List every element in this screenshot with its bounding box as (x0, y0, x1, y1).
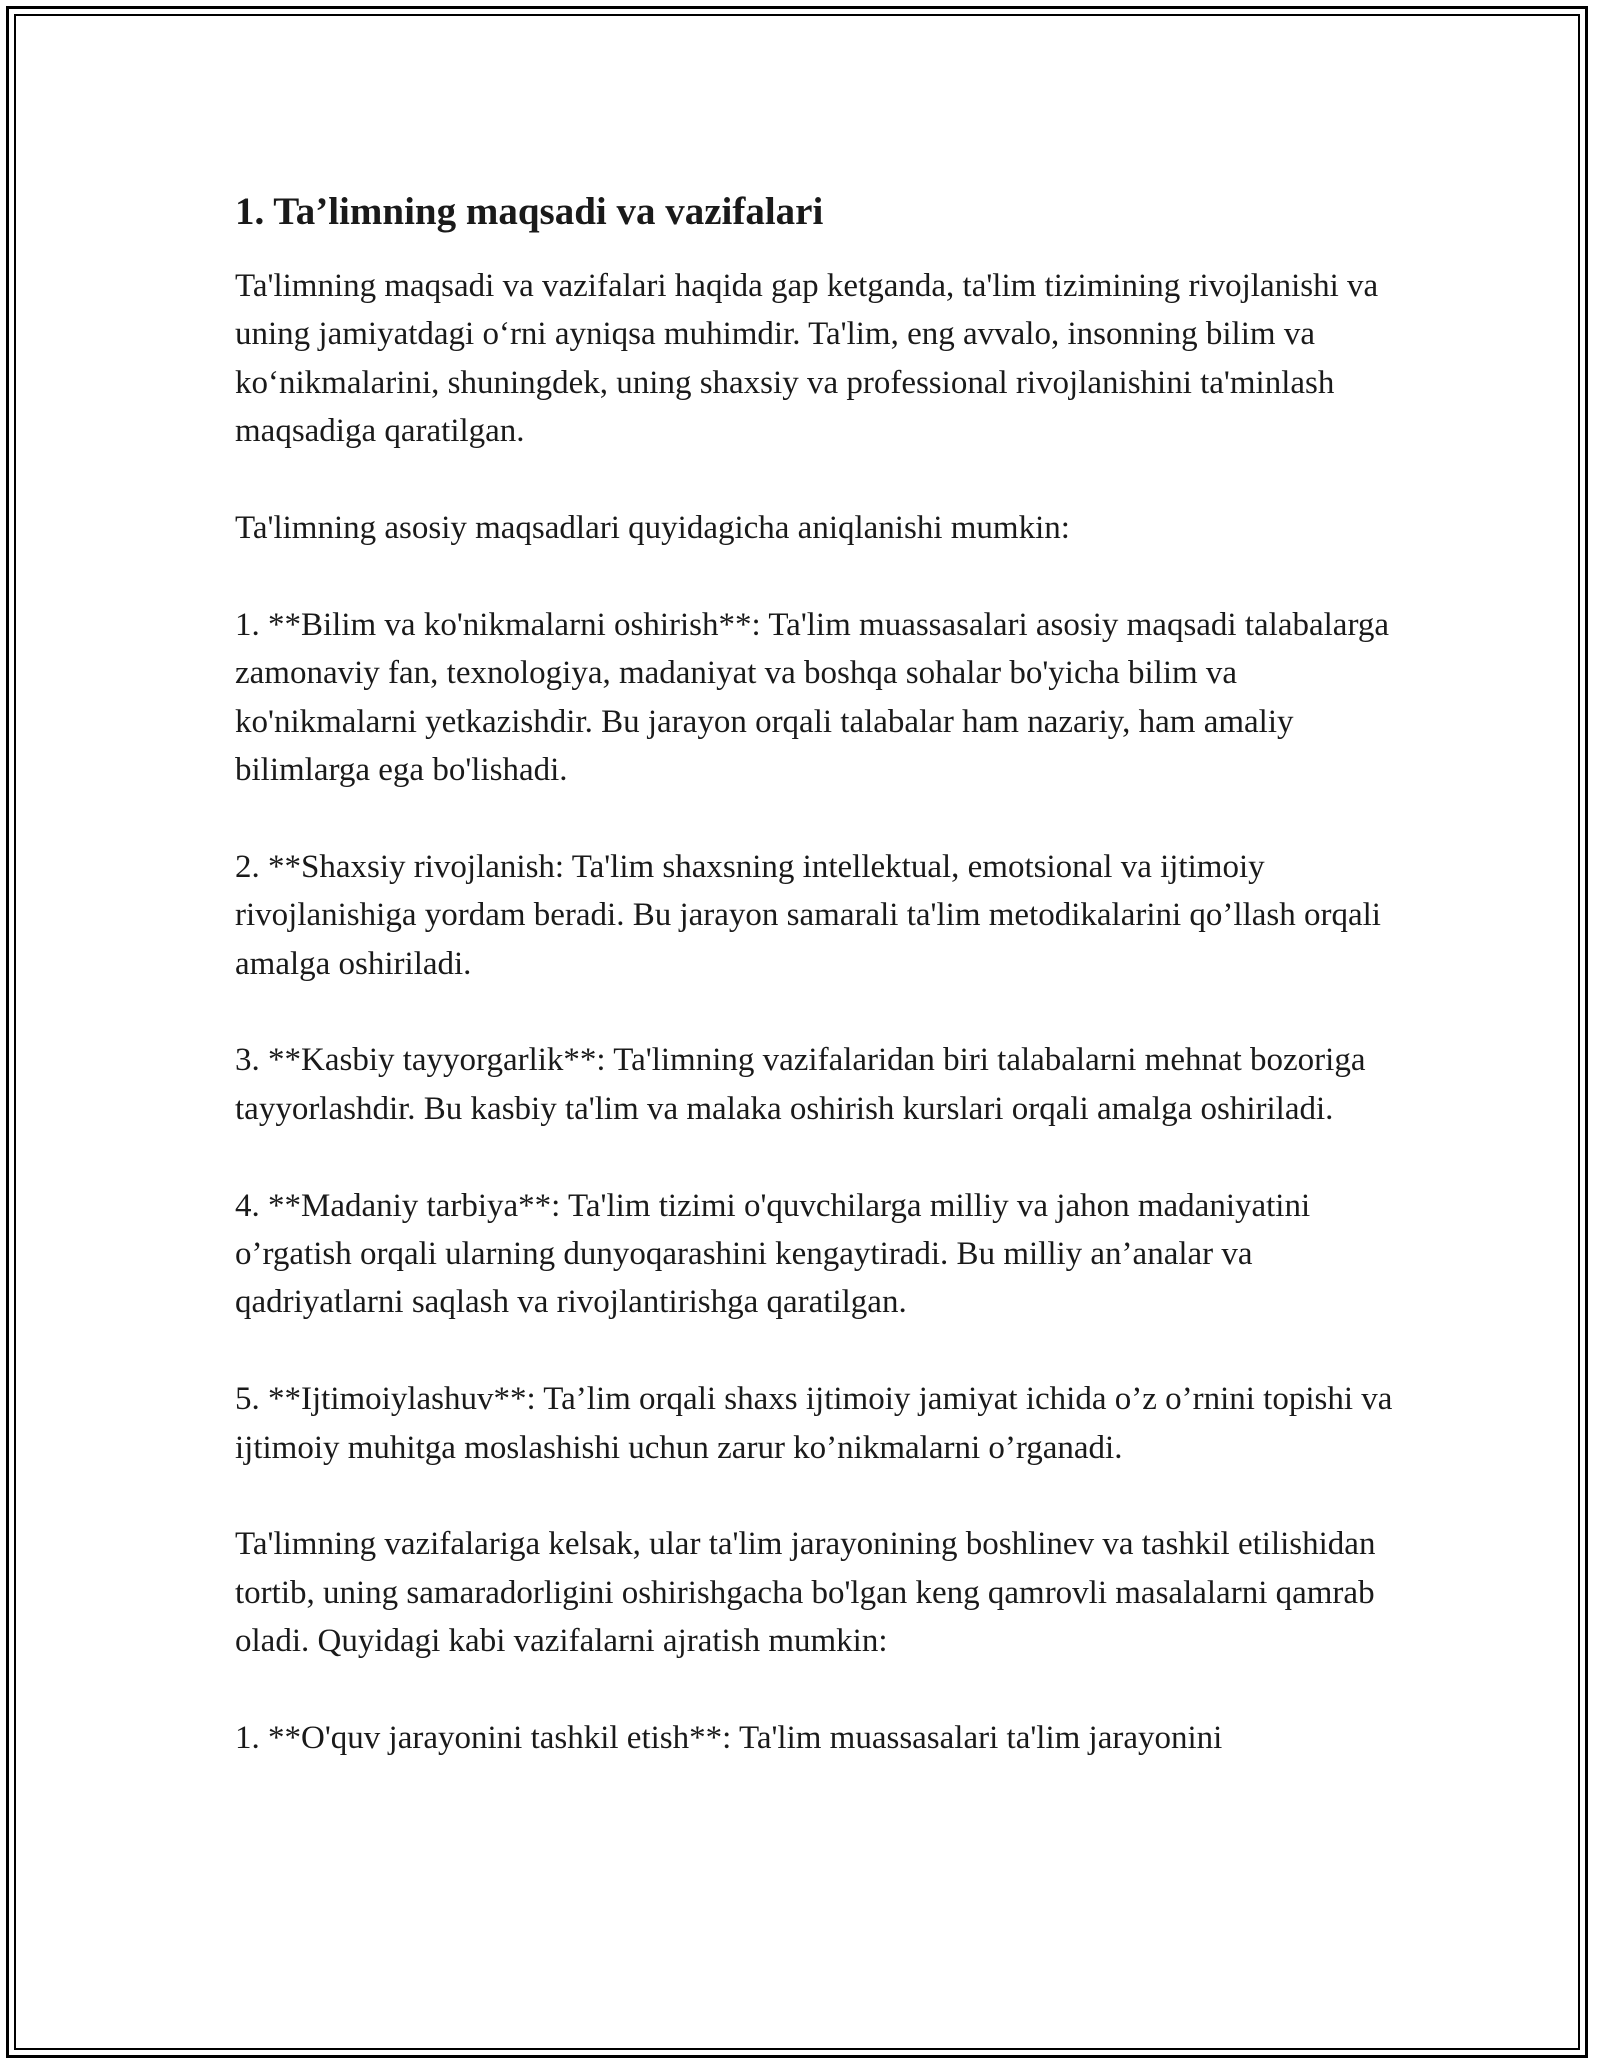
list-item-goal-3: 3. **Kasbiy tayyorgarlik**: Ta'limning vazifalaridan biri talabalarni mehnat bozoriga tayyorlashdir. Bu kasbiy ta'lim va malaka oshirish kurslari orqali amalga oshiriladi. (235, 1042, 1366, 1127)
document-title: 1. Ta’limning maqsadi va vazifalari (235, 190, 824, 233)
list-item-goal-5: 5. **Ijtimoiylashuv**: Ta’lim orqali shaxs ijtimoiy jamiyat ichida o’z o’rnini topishi va ijtimoiy muhitga moslashishi uchun zarur ko’nikmalarni o’rganadi. (235, 1381, 1393, 1466)
paragraph-tasks-lead: Ta'limning vazifalariga kelsak, ular ta'lim jarayonining boshlinev va tashkil etilishidan tortib, uning samaradorligini oshirishgacha bo'lgan keng qamrovli masalalarni qamrab oladi. Quyidagi kabi vazifalarni ajratish mumkin: (235, 1526, 1376, 1660)
list-item-task-1: 1. **O'quv jarayonini tashkil etish**: Ta'lim muassasalari ta'lim jarayonini (235, 1720, 1223, 1757)
list-item-goal-1: 1. **Bilim va ko'nikmalarni oshirish**: Ta'lim muassasalari asosiy maqsadi talabalarga zamonaviy fan, texnologiya, madaniyat va boshqa sohalar bo'yicha bilim va ko'nikmalarni yetkazishdir. Bu jarayon orqali talabalar ham nazariy, ham amaliy bilimlarga ega bo'lishadi. (235, 606, 1389, 789)
paragraph-intro: Ta'limning maqsadi va vazifalari haqida gap ketganda, ta'lim tizimining rivojlanishi va uning jamiyatdagi o‘rni ayniqsa muhimdir. Ta'lim, eng avvalo, insonning bilim va ko‘nikmalarini, shuningdek, uning shaxsiy va professional rivojlanishini ta'minlash maqsadiga qaratilgan. (235, 268, 1379, 450)
list-item-goal-4: 4. **Madaniy tarbiya**: Ta'lim tizimi o'quvchilarga milliy va jahon madaniyatini o’rgatish orqali ularning dunyoqarashini kengaytiradi. Bu milliy an’analar va qadriyatlarni saqlash va rivojlantirishga qaratilgan. (235, 1187, 1311, 1321)
list-item-goal-2: 2. **Shaxsiy rivojlanish: Ta'lim shaxsning intellektual, emotsional va ijtimoiy rivojlanishiga yordam beradi. Bu jarayon samarali ta'lim metodikalarini qo’llash orqali amalga oshiriladi. (235, 848, 1381, 982)
paragraph-goals-lead: Ta'limning asosiy maqsadlari quyidagicha aniqlanishi mumkin: (235, 510, 1070, 547)
document-body (235, 186, 1405, 1811)
